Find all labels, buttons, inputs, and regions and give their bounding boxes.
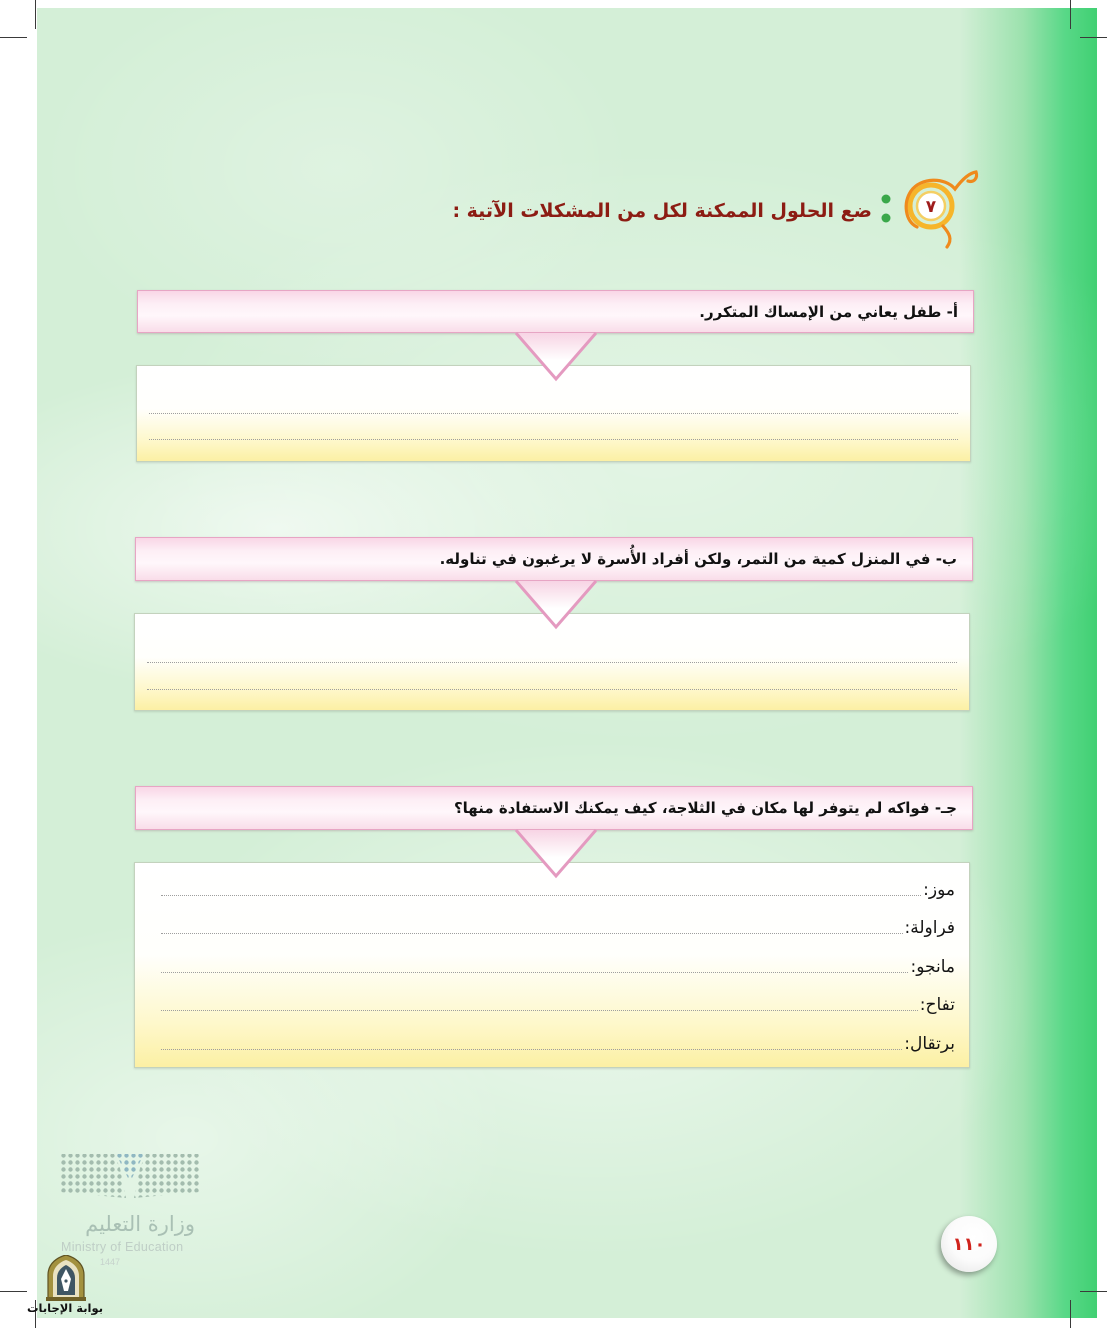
arrow-fill [516, 581, 596, 627]
answer-line [161, 1049, 902, 1050]
crop-mark [1080, 1291, 1107, 1292]
down-arrow-icon [513, 580, 599, 630]
crop-mark [1070, 1300, 1071, 1328]
answer-field-mango [161, 952, 955, 978]
answer-line [161, 895, 921, 896]
arrow-fill [516, 333, 596, 379]
page-number-badge [941, 1216, 997, 1272]
problem-c-text: جـ- فواكه لم يتوفر لها مكان في الثلاجة، كيف يمكنك الاستفادة منها؟ [453, 799, 957, 817]
answer-line [161, 933, 903, 934]
crop-mark [35, 0, 36, 29]
problem-a-bar [137, 290, 974, 333]
exercise-badge-icon [873, 163, 981, 255]
problem-b-bar [135, 537, 973, 581]
exercise-instruction: ضع الحلول الممكنة لكل من المشكلات الآتية : [452, 200, 872, 222]
down-arrow-icon [513, 332, 599, 382]
logo-left-wing [60, 1154, 126, 1198]
watermark-text: بوابة الإجابات [26, 1301, 104, 1315]
answer-line [147, 662, 957, 663]
crop-mark [1080, 37, 1107, 38]
problem-c-answer-box [134, 862, 970, 1068]
badge-tail [943, 226, 950, 247]
answer-field-label: فراولة: [904, 918, 955, 938]
answer-field-label: مانجو: [910, 957, 955, 977]
page-number: ١١٠ [952, 1233, 986, 1255]
ministry-name-english: Ministry of Education [61, 1240, 184, 1254]
pen-nib-hole [64, 1279, 67, 1282]
answer-line [149, 413, 958, 414]
crop-mark [0, 1291, 27, 1292]
exercise-number: ٧ [925, 197, 937, 217]
down-arrow-icon [513, 829, 599, 879]
problem-a-text: أ- طفل يعاني من الإمساك المتكرر. [699, 302, 958, 321]
logo-right-wing [134, 1154, 200, 1198]
answer-line [149, 439, 958, 440]
answer-field-orange [161, 1029, 955, 1055]
answer-field-label: تفاح: [919, 995, 955, 1015]
answer-field-label: برتقال: [904, 1034, 955, 1054]
crop-mark [1070, 0, 1071, 29]
answer-line [147, 689, 957, 690]
answer-field-strawberry [161, 913, 955, 939]
ministry-logo-icon [60, 1152, 200, 1202]
answer-line [161, 1010, 918, 1011]
green-dot-icon [882, 195, 891, 204]
answer-field-apple [161, 990, 955, 1016]
problem-c-bar [135, 786, 973, 830]
answer-field-label: موز: [923, 880, 955, 900]
answer-line [161, 972, 908, 973]
green-dot-icon [882, 214, 891, 223]
mosque-arch-icon [44, 1255, 88, 1301]
ministry-name-arabic: وزارة التعليم [85, 1212, 195, 1236]
arrow-fill [516, 830, 596, 876]
ministry-year: 1447 [100, 1257, 121, 1267]
crop-mark [0, 37, 27, 38]
problem-b-text: ب- في المنزل كمية من التمر، ولكن أفراد الأُسرة لا يرغبون في تناوله. [439, 550, 957, 568]
